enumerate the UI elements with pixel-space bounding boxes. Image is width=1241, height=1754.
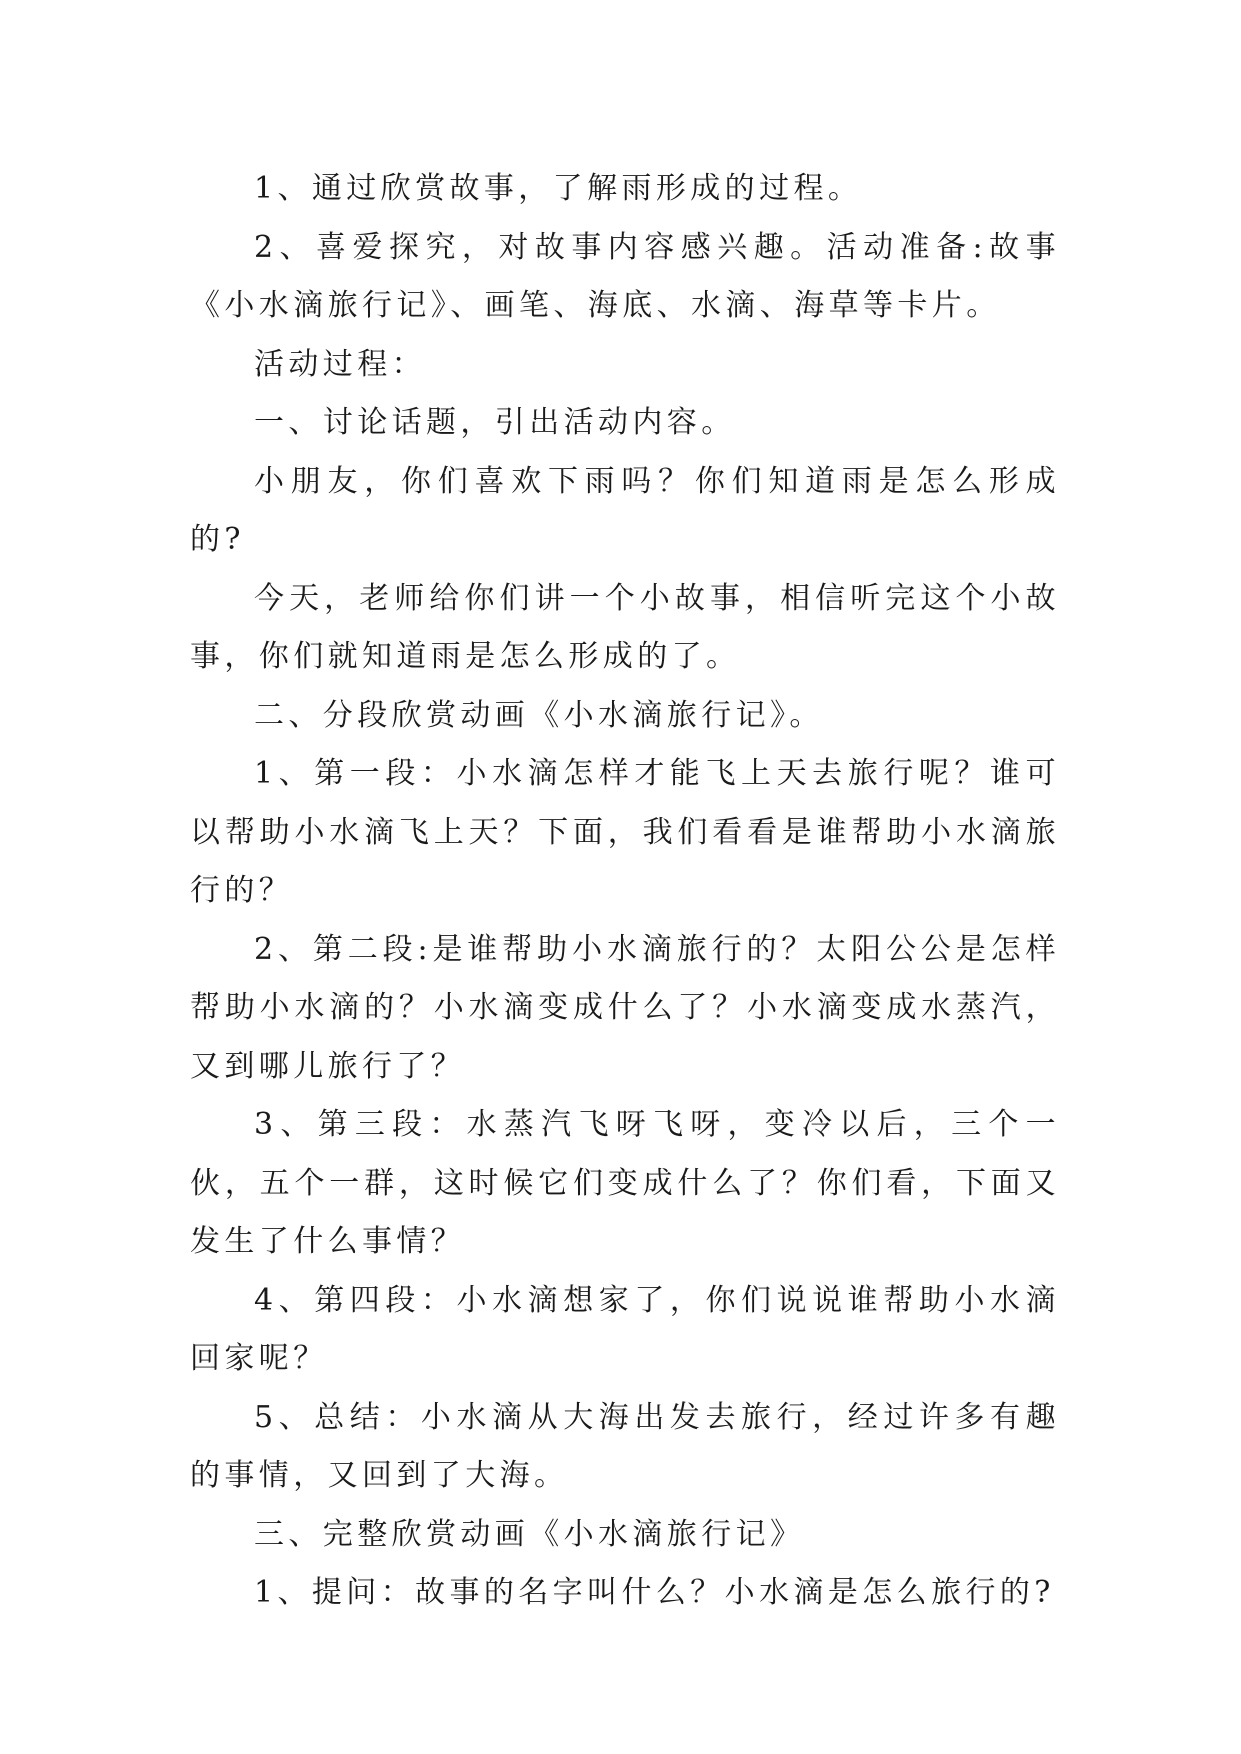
paragraph-goal-2: 2、喜爱探究，对故事内容感兴趣。活动准备:故事《小水滴旅行记》、画笔、海底、水滴、海草等卡片。 (190, 229, 1060, 323)
paragraph-part-4: 4、第四段：小水滴想家了，你们说说谁帮助小水滴回家呢？ (190, 1282, 1060, 1376)
paragraph-question: 小朋友，你们喜欢下雨吗？你们知道雨是怎么形成的? (190, 463, 1060, 557)
paragraph-section-3-heading: 三、完整欣赏动画《小水滴旅行记》 (254, 1516, 805, 1552)
paragraph-part-3: 3、第三段：水蒸汽飞呀飞呀，变冷以后，三个一伙，五个一群，这时候它们变成什么了？你们看，下面又发生了什么事情？ (190, 1107, 1060, 1259)
paragraph-part-2: 2、第二段:是谁帮助小水滴旅行的？太阳公公是怎样帮助小水滴的？小水滴变成什么了？小水滴变成水蒸汽，又到哪儿旅行了？ (190, 931, 1060, 1084)
paragraph-summary: 5、总结：小水滴从大海出发去旅行，经过许多有趣的事情，又回到了大海。 (190, 1399, 1060, 1493)
paragraph-final-question: 1、提问：故事的名字叫什么？小水滴是怎么旅行的? (254, 1575, 1055, 1610)
paragraph-process-heading: 活动过程： (254, 346, 426, 382)
paragraph-section-1-heading: 一、讨论话题，引出活动内容。 (254, 405, 736, 440)
paragraph-part-1: 1、第一段：小水滴怎样才能飞上天去旅行呢？谁可以帮助小水滴飞上天？下面，我们看看是谁帮助小水滴旅行的？ (190, 756, 1060, 908)
paragraph-goal-1: 1、通过欣赏故事，了解雨形成的过程。 (254, 171, 863, 206)
paragraph-intro: 今天，老师给你们讲一个小故事，相信听完这个小故事，你们就知道雨是怎么形成的了。 (190, 580, 1060, 674)
document-body (190, 160, 1060, 1623)
paragraph-section-2-heading: 二、分段欣赏动画《小水滴旅行记》。 (254, 697, 824, 733)
